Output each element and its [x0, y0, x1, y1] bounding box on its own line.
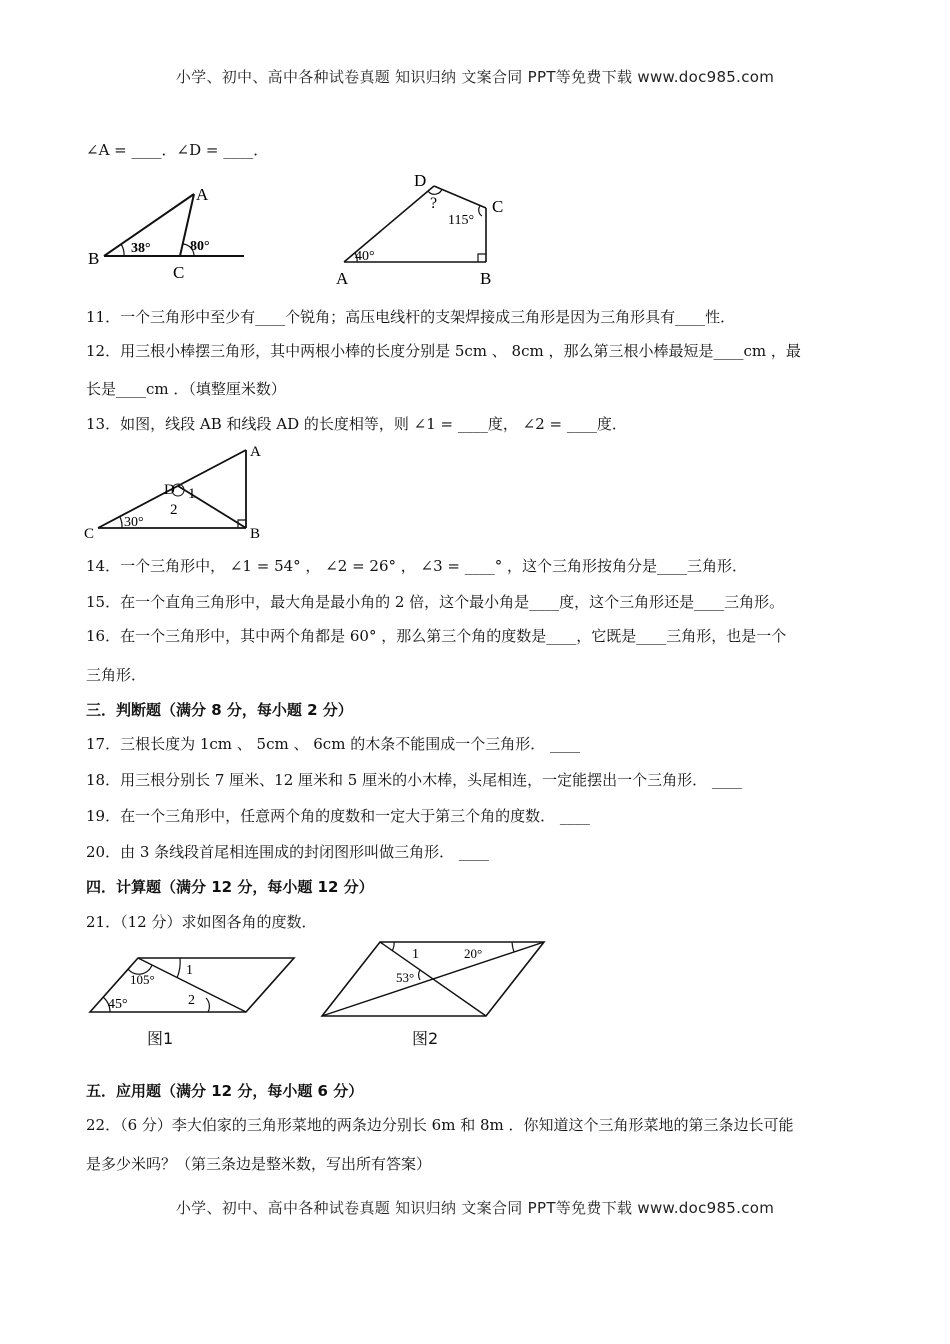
page-header: 小学、初中、高中各种试卷真题 知识归纳 文案合同 PPT等免费下载 www.doc985.com	[175, 68, 775, 86]
question-12-line-1: 12．用三根小棒摆三角形，其中两根小棒的长度分别是 5cm 、 8cm ，那么第三根小棒最短是____cm ，最	[86, 342, 801, 360]
fig21a-angle-105: 105°	[130, 972, 155, 987]
fig13-label-a: A	[250, 444, 261, 460]
question-19: 19．在一个三角形中，任意两个角的度数和一定大于第三个角的度数． ____	[86, 807, 590, 825]
fig10b-label-b: B	[480, 269, 492, 288]
fig10a-label-b: B	[88, 249, 100, 268]
fig10a-angle-b: 38°	[131, 241, 151, 256]
figure-10-triangle-abc	[84, 178, 249, 284]
question-21: 21．（12 分）求如图各角的度数．	[86, 913, 317, 931]
question-12-line-2: 长是____cm ．（填整厘米数）	[86, 380, 286, 398]
fig13-label-b: B	[250, 526, 261, 542]
fig21b-angle-20: 20°	[464, 946, 483, 961]
figure-21-parallelogram-2	[316, 936, 550, 1022]
figure-21-caption-2: 图2	[412, 1029, 439, 1048]
fig10b-angle-c: 115°	[448, 213, 475, 228]
fig13-angle-2: 2	[170, 502, 178, 518]
fig21a-angle-2: 2	[188, 993, 195, 1008]
question-17: 17．三根长度为 1cm 、 5cm 、 6cm 的木条不能围成一个三角形． ____	[86, 735, 580, 753]
question-18: 18．用三根分别长 7 厘米、12 厘米和 5 厘米的小木棒，头尾相连，一定能摆出一个三角形． ____	[86, 771, 742, 789]
fig13-label-c: C	[84, 526, 95, 542]
fig10b-unknown-angle: ?	[430, 195, 438, 212]
section-4-heading: 四．计算题（满分 12 分，每小题 12 分）	[86, 878, 374, 896]
figure-10-quadrilateral-abcd	[330, 166, 520, 288]
question-22-line-2: 是多少米吗？（第三条边是整米数，写出所有答案）	[86, 1155, 432, 1173]
question-11: 11．一个三角形中至少有____个锐角；高压电线杆的支架焊接成三角形是因为三角形具有____性．	[86, 308, 736, 326]
question-20: 20．由 3 条线段首尾相连围成的封闭图形叫做三角形． ____	[86, 843, 489, 861]
fig10a-label-a: A	[196, 185, 209, 204]
fig13-label-d: D	[164, 482, 175, 498]
fig21a-angle-45: 45°	[108, 997, 128, 1012]
fig13-angle-1: 1	[188, 486, 196, 502]
fig21b-angle-1: 1	[412, 947, 419, 962]
question-16-line-1: 16．在一个三角形中，其中两个角都是 60° ，那么第三个角的度数是____，它既是____三角形，也是一个	[86, 627, 787, 645]
figure-21-parallelogram-1	[84, 952, 299, 1018]
section-3-heading: 三．判断题（满分 8 分，每小题 2 分）	[86, 701, 353, 719]
section-5-heading: 五．应用题（满分 12 分，每小题 6 分）	[86, 1082, 364, 1100]
fig10b-angle-a: 40°	[355, 249, 375, 264]
figure-13-triangle	[80, 440, 270, 544]
fig10b-label-a: A	[336, 269, 349, 288]
fig21a-angle-1: 1	[186, 963, 193, 978]
page-footer: 小学、初中、高中各种试卷真题 知识归纳 文案合同 PPT等免费下载 www.doc985.com	[175, 1199, 775, 1217]
fig10a-angle-c: 80°	[190, 239, 210, 254]
question-22-line-1: 22．（6 分）李大伯家的三角形菜地的两条边分别长 6m 和 8m ．你知道这个三角形菜地的第三条边长可能	[86, 1116, 794, 1134]
figure-21-caption-1: 图1	[147, 1029, 174, 1048]
fig10b-label-d: D	[414, 171, 427, 190]
fig21b-angle-53: 53°	[396, 970, 415, 985]
fig13-angle-c: 30°	[124, 515, 144, 530]
question-10-answers: ∠A = ____．∠D = ____．	[86, 141, 269, 159]
question-15: 15．在一个直角三角形中，最大角是最小角的 2 倍，这个最小角是____度，这个三角形还是____三角形。	[86, 593, 785, 611]
question-16-line-2: 三角形．	[86, 666, 147, 684]
question-14: 14．一个三角形中， ∠1 = 54° ， ∠2 = 26° ， ∠3 = ____° ，这个三角形按角分是____三角形．	[86, 557, 748, 575]
fig10b-label-c: C	[492, 197, 504, 216]
question-13: 13．如图，线段 AB 和线段 AD 的长度相等，则 ∠1 = ____度， ∠2 = ____度．	[86, 415, 627, 433]
fig10a-label-c: C	[173, 263, 185, 282]
